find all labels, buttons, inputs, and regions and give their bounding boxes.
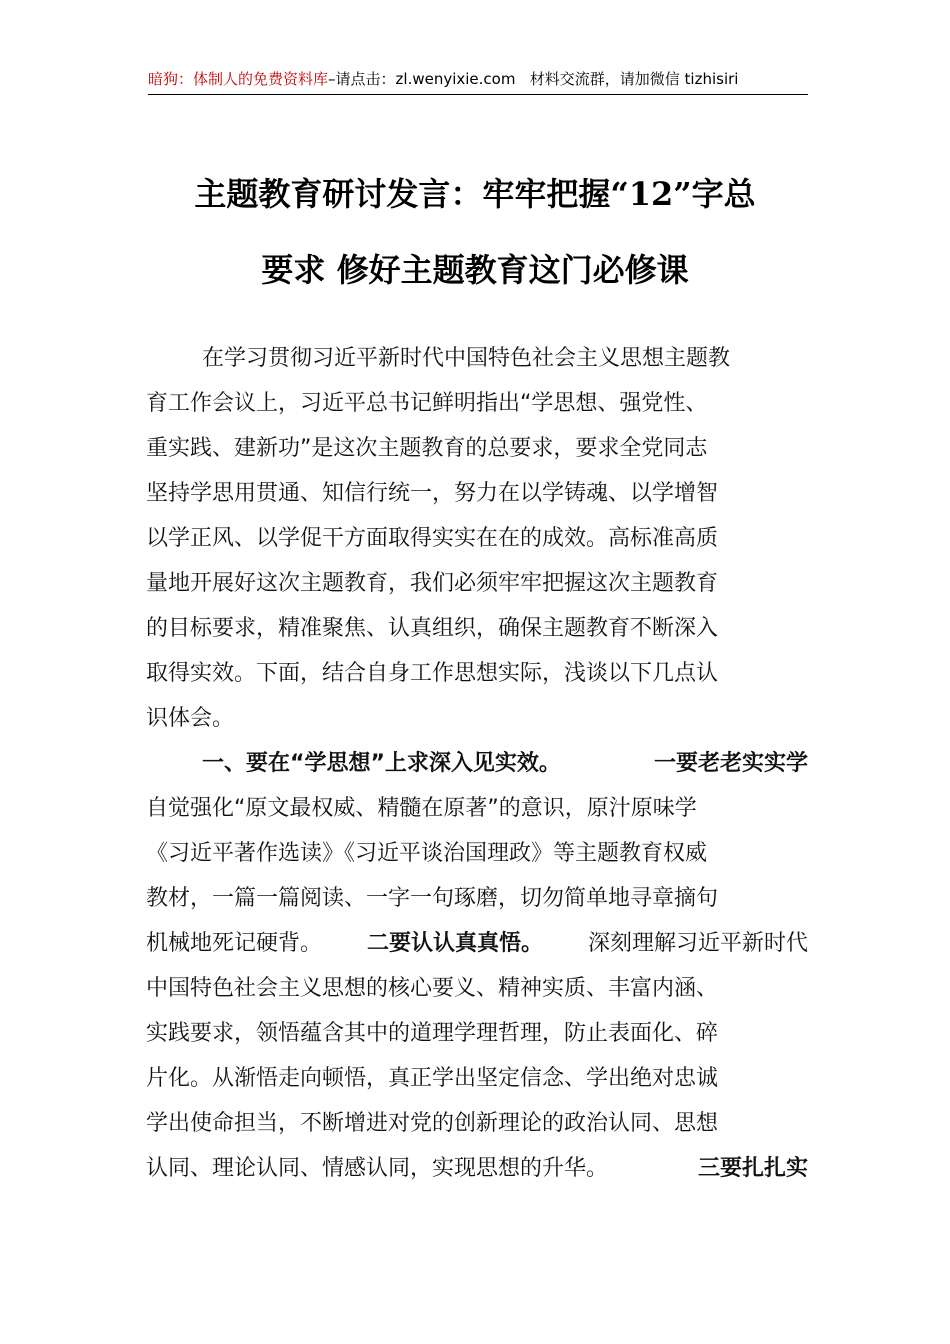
paragraph-line: 在学习贯彻习近平新时代中国特色社会主义思想主题教 [202,346,731,371]
paragraph-line: 的目标要求，精准聚焦、认真组织，确保主题教育不断深入 [146,616,719,641]
header-group-note: 材料交流群，请加微信 tizhisiri [529,70,739,88]
paragraph-line: 实践要求，领悟蕴含其中的道理学理哲理，防止表面化、碎 [146,1021,719,1046]
document-title-line-2: 要求 修好主题教育这门必修课 [261,251,689,289]
header-click-prompt: –请点击： [328,70,396,88]
sub-heading: 一要老老实实学 [653,751,808,776]
paragraph-line: 自觉强化“原文最权威、精髓在原著”的意识，原汁原味学 [146,796,697,821]
paragraph-line: 认同、理论认同、情感认同，实现思想的升华。 三要扎扎实 [146,1146,808,1191]
header-promo: 暗狗：体制人的免费资料库 [148,70,329,88]
paragraph-line: 中国特色社会主义思想的核心要义、精神实质、丰富内涵、 [146,976,719,1001]
paragraph-line: 片化。从渐悟走向顿悟，真正学出坚定信念、学出绝对忠诚 [146,1066,719,1091]
sub-heading: 二要认认真真悟。 [366,931,543,956]
document-title-line-1: 主题教育研讨发言：牢牢把握“12”字总 [194,175,756,213]
section-heading-line [146,741,808,786]
paragraph-line: 取得实效。下面，结合自身工作思想实际，浅谈以下几点认 [146,661,719,686]
paragraph-line: 《习近平著作选读》《习近平谈治国理政》等主题教育权威 [146,841,708,866]
header-url-link[interactable]: zl.wenyixie.com [395,70,516,88]
paragraph-line: 坚持学思用贯通、知信行统一，努力在以学铸魂、以学增智 [146,481,719,506]
paragraph-line: 教材，一篇一篇阅读、一字一句琢磨，切勿简单地寻章摘句 [146,886,719,911]
paragraph-line: 育工作会议上，习近平总书记鲜明指出“学思想、强党性、 [146,391,708,416]
paragraph-line: 识体会。 [146,706,235,731]
paragraph-line: 量地开展好这次主题教育，我们必须牢牢把握这次主题教育 [146,571,719,596]
sub-heading: 三要扎扎实 [697,1156,808,1181]
paragraph-line: 以学正风、以学促干方面取得实实在在的成效。高标准高质 [146,526,719,551]
paragraph-line: 学出使命担当，不断增进对党的创新理论的政治认同、思想 [146,1111,719,1136]
paragraph-line: 机械地死记硬背。 二要认认真真悟。 深刻理解习近平新时代 [146,921,808,966]
page-header [148,64,808,95]
paragraph-line: 重实践、建新功”是这次主题教育的总要求，要求全党同志 [146,436,708,461]
section-heading: 一、要在“学思想”上求深入见实效。 [202,751,561,776]
body-text [146,336,808,1191]
